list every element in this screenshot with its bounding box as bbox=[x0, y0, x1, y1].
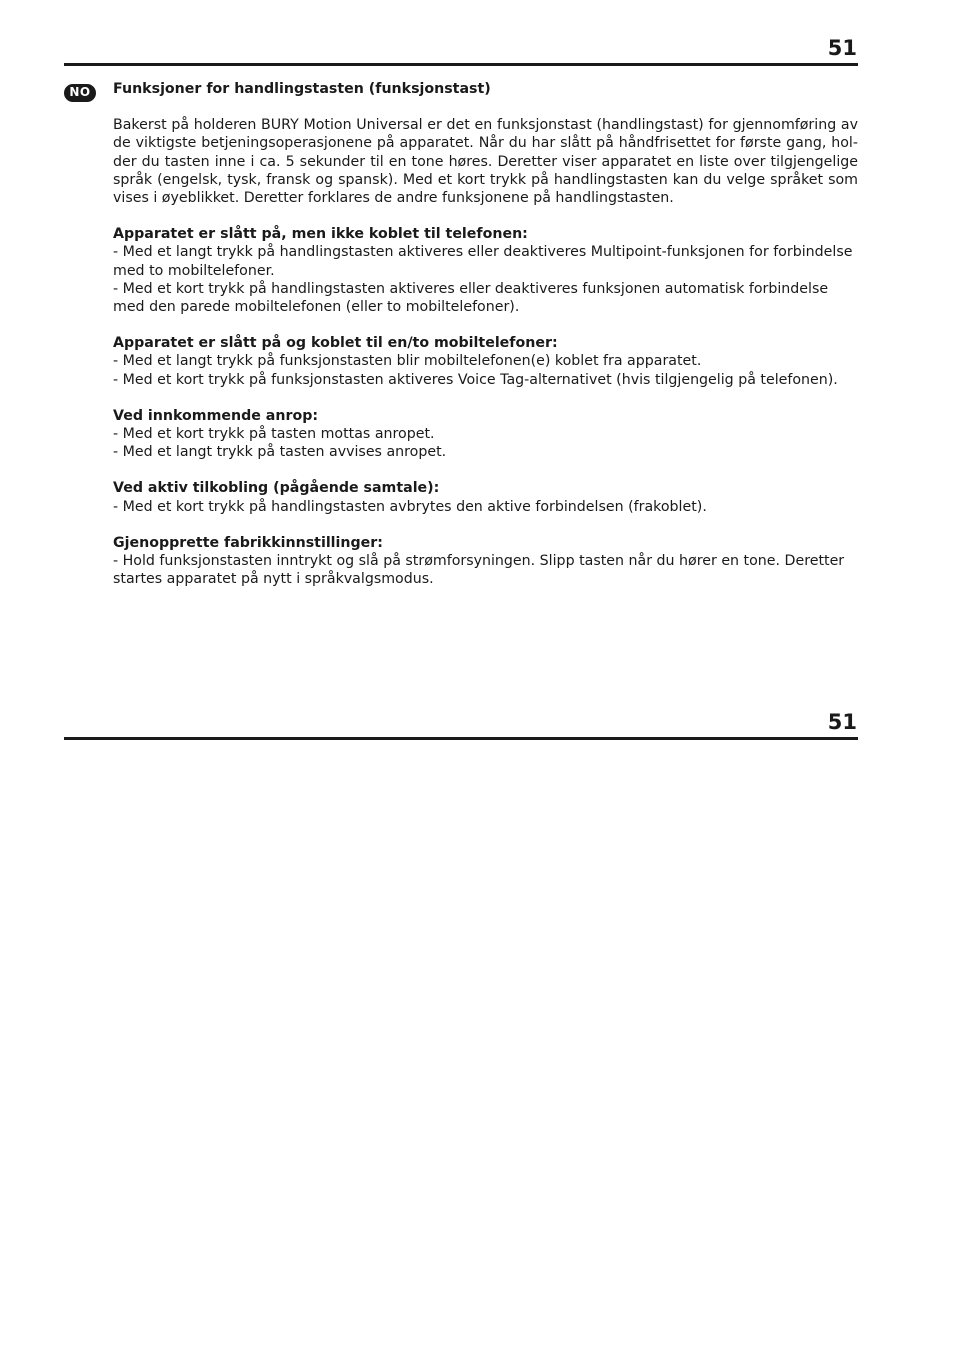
header-rule bbox=[64, 63, 858, 66]
manual-content bbox=[113, 80, 858, 606]
block-heading: Apparatet er slått på, men ikke koblet til telefonen: bbox=[113, 226, 528, 243]
block-heading: Apparatet er slått på og koblet til en/to mobiltelefoner: bbox=[113, 335, 558, 352]
block-incoming-call bbox=[113, 407, 858, 462]
block-line: - Med et langt trykk på handlingstasten aktiveres eller deaktiveres Multipoint-funksjonen for forbindelse med to mobiltelefoner. bbox=[113, 244, 853, 279]
block-heading: Gjenopprette fabrikkinnstillinger: bbox=[113, 534, 383, 551]
block-active-call bbox=[113, 479, 858, 515]
block-line: - Med et kort trykk på funksjonstasten aktiveres Voice Tag-alternativet (hvis tilgjengelig på telefonen). bbox=[113, 371, 838, 388]
page-number-top: 51 bbox=[827, 36, 857, 60]
block-line: - Med et langt trykk på funksjonstasten blir mobiltelefonen(e) koblet fra apparatet. bbox=[113, 353, 702, 370]
block-factory-reset bbox=[113, 534, 858, 589]
block-not-connected bbox=[113, 225, 858, 316]
block-connected bbox=[113, 334, 858, 389]
page-number-bottom: 51 bbox=[827, 710, 857, 734]
language-badge: NO bbox=[64, 84, 96, 102]
block-line: - Med et kort trykk på handlingstasten aktiveres eller deaktiveres funksjonen automatisk forbindelse med den parede mobiltelefonen (eller to mobiltelefoner). bbox=[113, 280, 829, 316]
block-heading: Ved innkommende anrop: bbox=[113, 407, 319, 424]
block-line: - Med et kort trykk på handlingstasten avbrytes den aktive forbindelsen (frakoblet). bbox=[113, 498, 707, 515]
block-line: - Med et langt trykk på tasten avvises anropet. bbox=[113, 444, 447, 461]
block-line: - Hold funksjonstasten inntrykt og slå på strømforsyningen. Slipp tasten når du hører en tone. Deretter startes apparatet på nytt i språkvalgsmodus. bbox=[113, 553, 845, 588]
intro-paragraph: Bakerst på holderen BURY Motion Universal er det en funksjonstast (handlingstast) for gjennomføring av de viktigste betjeningsoperasjonene på apparatet. Når du har slått på håndfrisettet for første gang, hol-der du tasten inne i ca. 5 sekunder til en tone høres. Deretter viser apparatet en liste over tilgjengelige språk (engelsk, tysk, fransk og spansk). Med et kort trykk på handlingstasten kan du velge språket som vises i øyeblikket. Deretter forklares de andre funksjonene på handlingstasten. bbox=[113, 117, 858, 207]
footer-rule bbox=[64, 737, 858, 740]
block-heading: Ved aktiv tilkobling (pågående samtale): bbox=[113, 480, 440, 497]
block-line: - Med et kort trykk på tasten mottas anropet. bbox=[113, 426, 435, 443]
section-title: Funksjoner for handlingstasten (funksjonstast) bbox=[113, 81, 491, 97]
